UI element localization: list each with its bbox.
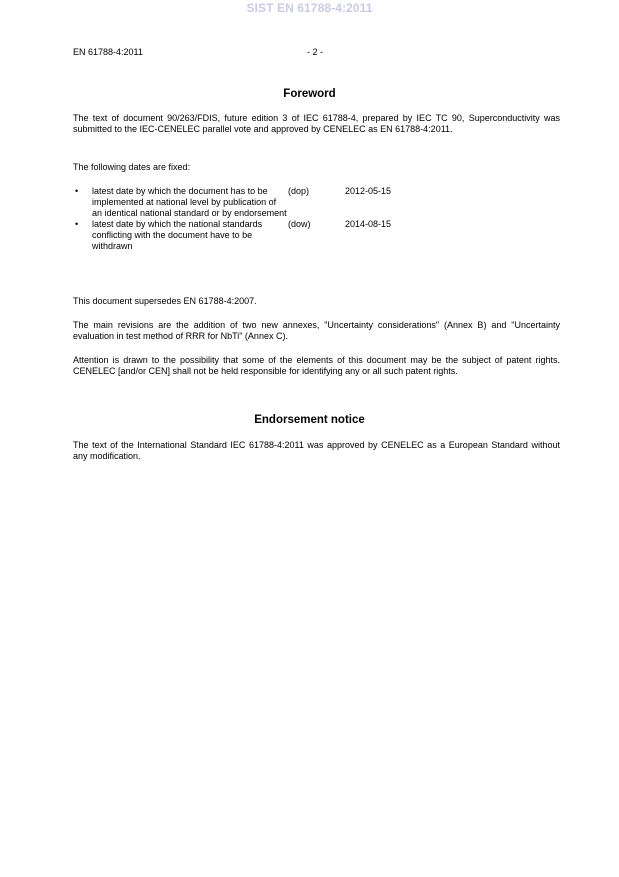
dates-intro: The following dates are fixed: (73, 162, 191, 172)
date-value: 2012-05-15 (345, 186, 392, 196)
date-code: (dop) (288, 186, 310, 196)
foreword-title: Foreword (283, 88, 336, 100)
foreword-intro: The text of document 90/263/FDIS, future edition 3 of IEC 61788-4, prepared by IEC TC 90, Superconductivity was submitted to the IEC-CENELEC parallel vote and approved by CENELEC as EN 61788-4:2011. (73, 113, 560, 134)
dates-list (73, 186, 560, 252)
bullet-icon: • (75, 186, 79, 196)
watermark: SIST EN 61788-4:2011 (246, 1, 373, 15)
revisions-text: The main revisions are the addition of two new annexes, "Uncertainty considerations" (Annex B) and "Uncertainty evaluation in test method of RRR for NbTi" (Annex C). (73, 320, 560, 341)
document-id: EN 61788-4:2011 (73, 47, 143, 57)
date-description: latest date by which the national standards conflicting with the document have to be withdrawn (92, 219, 263, 251)
date-item-dow (73, 219, 560, 252)
endorsement-text: The text of the International Standard IEC 61788-4:2011 was approved by CENELEC as a European Standard without any modification. (73, 440, 560, 461)
endorsement-title: Endorsement notice (254, 414, 365, 426)
patent-text: Attention is drawn to the possibility that some of the elements of this document may be the subject of patent rights. CENELEC [and/or CEN] shall not be held responsible for identifying any or all such patent rights. (73, 355, 560, 376)
supersedes-text: This document supersedes EN 61788-4:2007. (73, 296, 257, 306)
page-number: - 2 - (307, 47, 324, 57)
date-item-dop (73, 186, 560, 219)
date-code: (dow) (288, 219, 311, 229)
date-description: latest date by which the document has to be implemented at national level by publication of an identical national standard or by endorsement (92, 186, 287, 218)
bullet-icon: • (75, 219, 79, 229)
date-value: 2014-08-15 (345, 219, 392, 229)
